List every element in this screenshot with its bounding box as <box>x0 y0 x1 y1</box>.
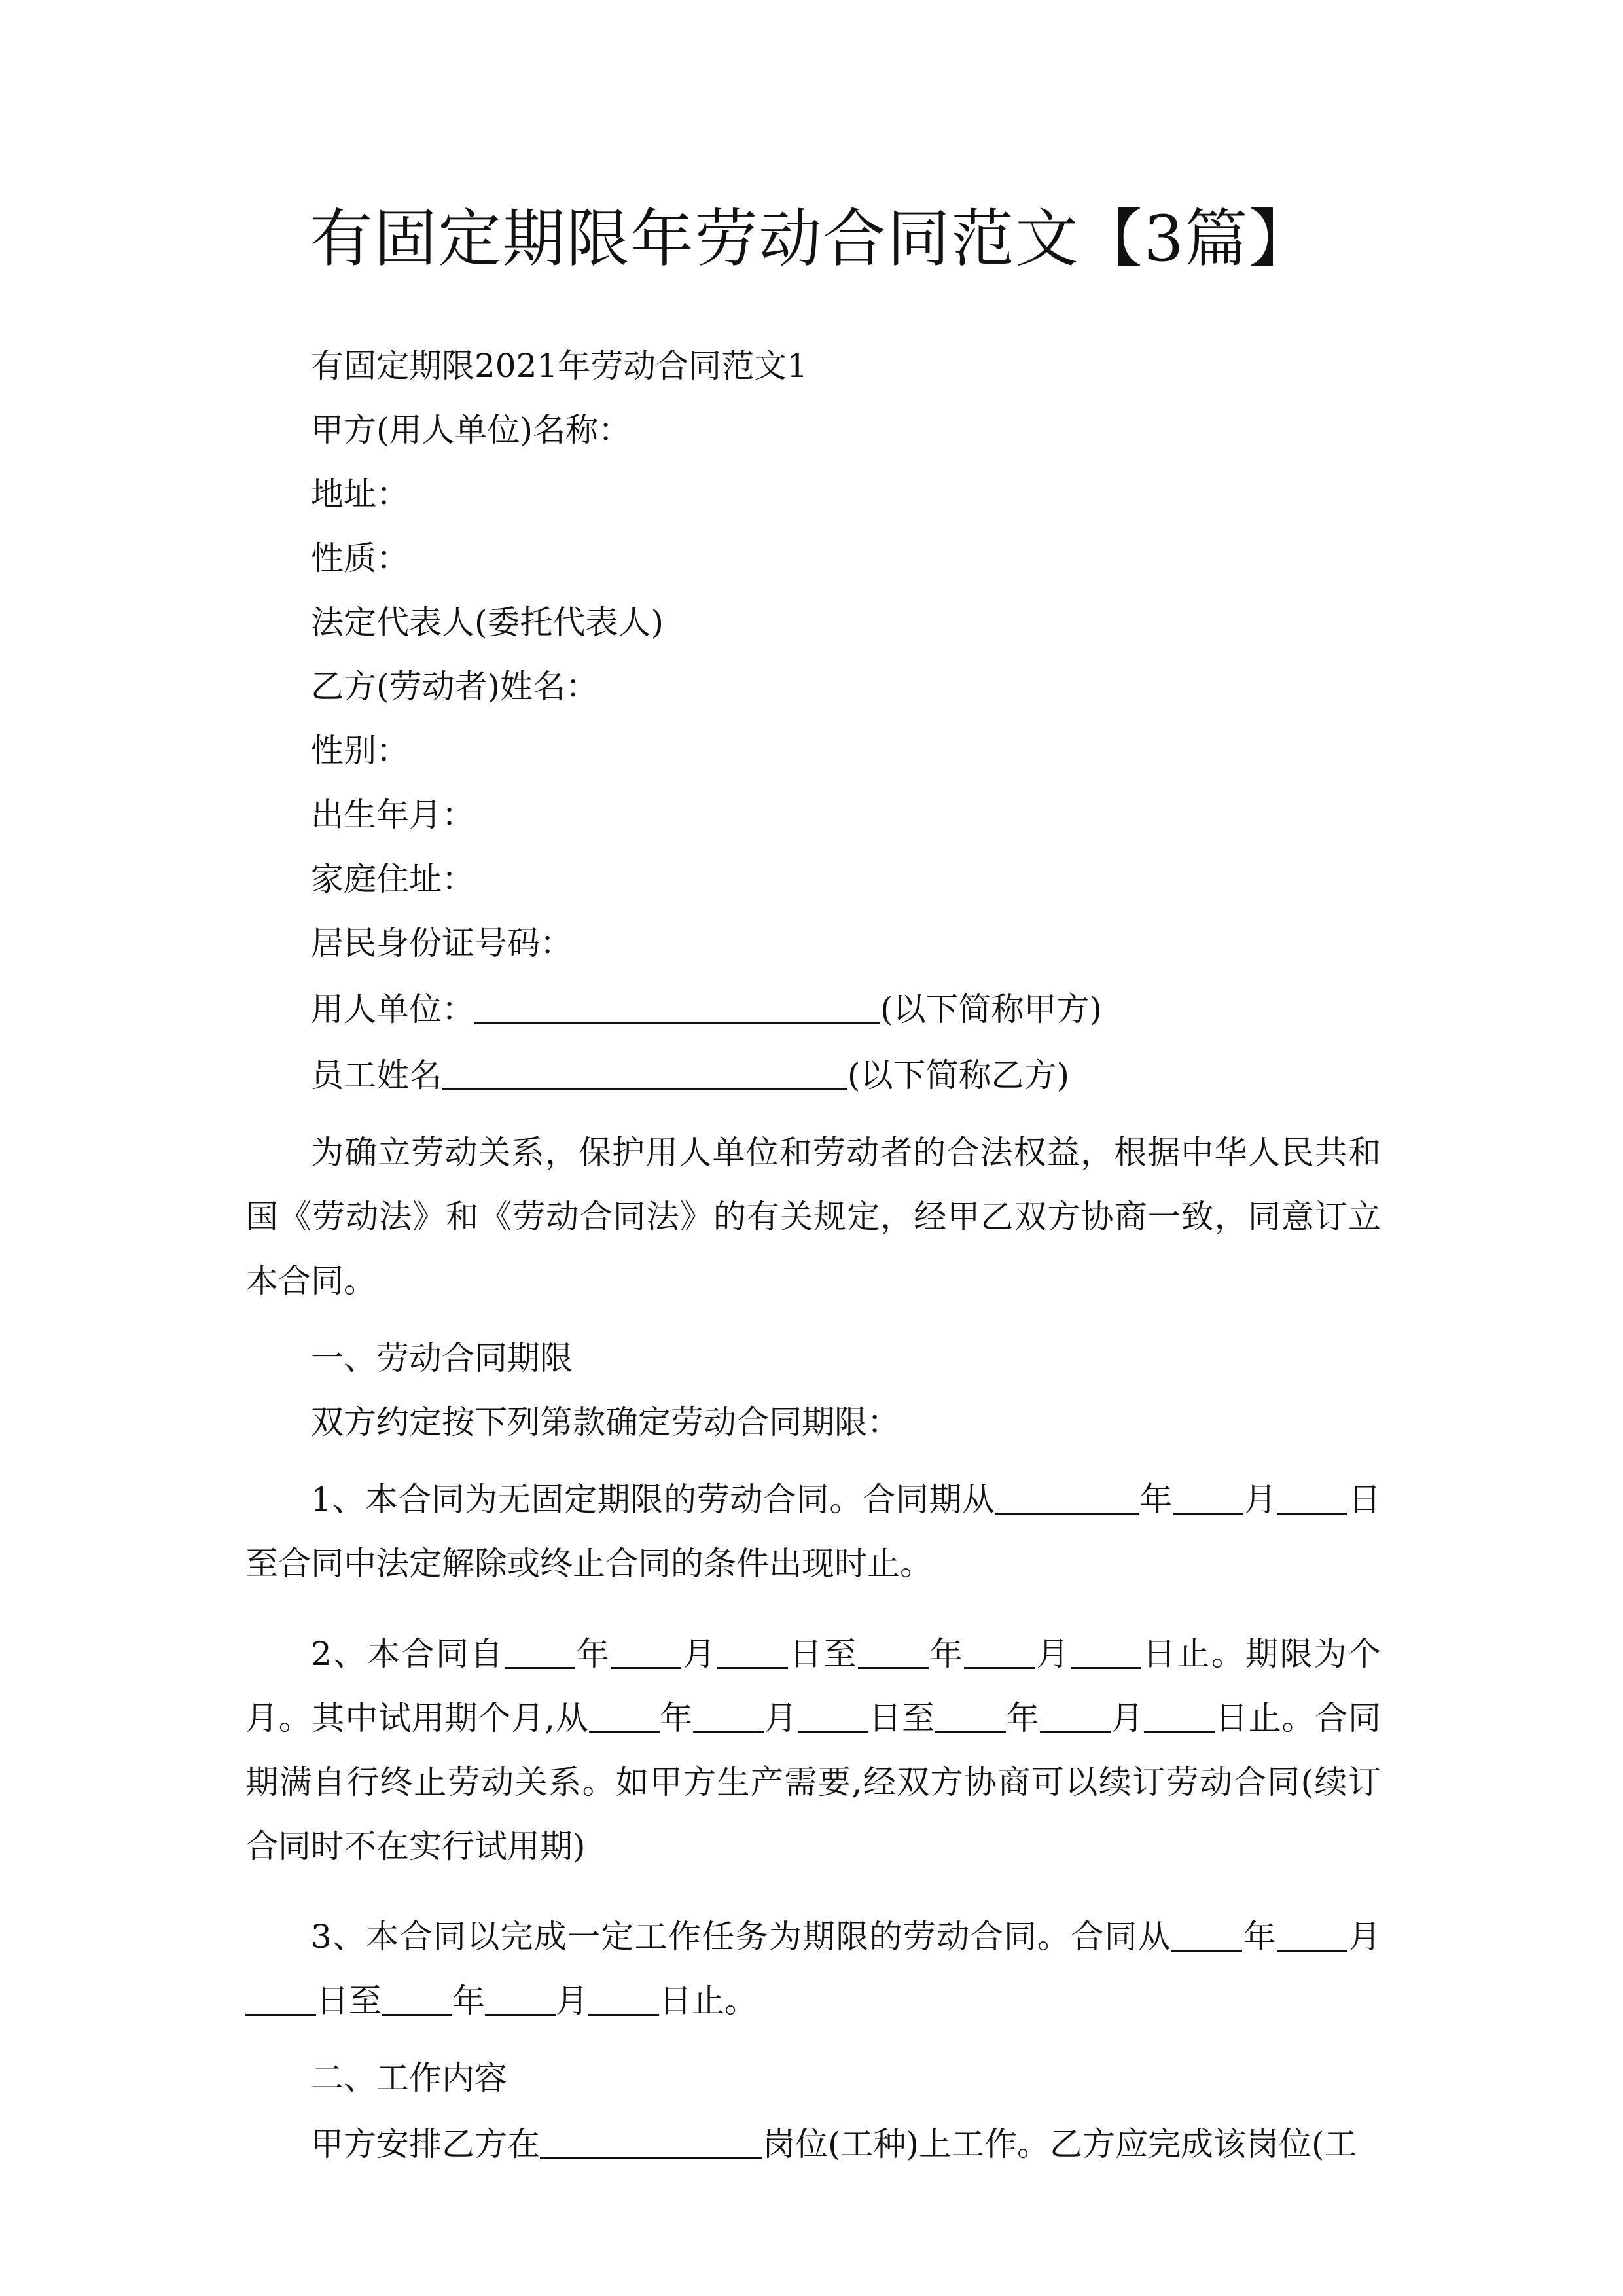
clause2-text-a: 甲方安排乙方在 <box>311 2125 540 2163</box>
employer-line <box>245 988 1381 1028</box>
party-a-nature-label: 性质： <box>311 539 409 577</box>
clause2-text-b: 岗位(工种)上工作。乙方应完成该岗位(工 <box>762 2125 1357 2163</box>
party-a-name-label: 甲方(用人单位)名称： <box>311 411 632 449</box>
item2-to-label: 日至 <box>787 1635 858 1673</box>
clause2-heading: 二、工作内容 <box>311 2059 507 2097</box>
employee-suffix: (以下简称乙方) <box>847 1056 1070 1094</box>
employee-label: 员工姓名 <box>311 1056 442 1094</box>
item3-to-label: 日至 <box>316 1982 382 2020</box>
item1-text-a: 1、本合同为无固定期限的劳动合同。合同期从 <box>311 1480 995 1518</box>
item2-year-label-4: 年 <box>1005 1699 1040 1737</box>
party-a-rep-label: 法定代表人(委托代表人) <box>311 603 664 641</box>
clause1-intro: 双方约定按下列第款确定劳动合同期限： <box>311 1403 900 1441</box>
item3-month-label-2: 月 <box>556 1982 588 2020</box>
item2-end-month-blank[interactable] <box>964 1633 1035 1669</box>
item1-day-blank[interactable] <box>1277 1479 1347 1515</box>
item1-year-label: 年 <box>1139 1480 1173 1518</box>
employee-blank[interactable] <box>442 1054 847 1090</box>
item2-end-label-2: 日止。 <box>1215 1699 1315 1737</box>
party-b-name-label: 乙方(劳动者)姓名： <box>311 668 599 706</box>
party-b-birth-label: 出生年月： <box>311 796 474 834</box>
clause1-item2 <box>245 1622 1381 1878</box>
item1-day-label: 日 <box>1347 1480 1382 1518</box>
clause1-item1 <box>245 1467 1381 1596</box>
item2-trial-end-year-blank[interactable] <box>935 1697 1006 1733</box>
item1-text-b: 至合同中法定解除或终止合同的条件出现时止。 <box>245 1545 933 1583</box>
item2-to-label-2: 日至 <box>868 1699 935 1737</box>
item3-end-month-blank[interactable] <box>485 1980 556 2016</box>
item2-start-month-blank[interactable] <box>611 1633 681 1669</box>
item2-trial-start-year-blank[interactable] <box>589 1697 660 1733</box>
item1-month-blank[interactable] <box>1173 1479 1243 1515</box>
item3-month-label: 月 <box>1347 1918 1382 1956</box>
item2-month-label-2: 月 <box>1035 1635 1071 1673</box>
item2-year-label-3: 年 <box>659 1699 694 1737</box>
item3-year-label-2: 年 <box>452 1982 485 2020</box>
item2-year-label-2: 年 <box>928 1635 965 1673</box>
party-b-id-label: 居民身份证号码： <box>311 924 573 962</box>
document-title: 有固定期限年劳动合同范文【3篇】 <box>310 202 1313 276</box>
item2-month-label: 月 <box>681 1635 717 1673</box>
employer-suffix: (以下简称甲方) <box>880 990 1103 1028</box>
item2-start-year-blank[interactable] <box>505 1633 575 1669</box>
preamble-paragraph: 为确立劳动关系，保护用人单位和劳动者的合法权益，根据中华人民共和国《劳动法》和《劳动合同法》的有关规定，经甲乙双方协商一致，同意订立本合同。 <box>245 1134 1381 1300</box>
party-b-gender-label: 性别： <box>311 732 409 770</box>
item2-text-a: 2、本合同自 <box>311 1635 505 1673</box>
item2-trial-end-day-blank[interactable] <box>1144 1697 1215 1733</box>
employer-label: 用人单位： <box>311 990 474 1028</box>
item3-end-year-blank[interactable] <box>382 1980 452 2016</box>
section-heading: 有固定期限2021年劳动合同范文1 <box>311 347 808 385</box>
clause2-text <box>245 2123 1381 2163</box>
item3-start-day-blank[interactable] <box>245 1980 316 2016</box>
clause1-item3 <box>245 1905 1381 2033</box>
item3-start-month-blank[interactable] <box>1277 1916 1347 1952</box>
clause1-heading: 一、劳动合同期限 <box>311 1339 573 1377</box>
employee-line <box>245 1054 1381 1094</box>
item3-year-label: 年 <box>1242 1918 1277 1956</box>
item2-end-label: 日止。 <box>1141 1635 1246 1673</box>
post-blank[interactable] <box>540 2123 762 2159</box>
item3-end-label: 日止。 <box>659 1982 757 2020</box>
item1-year-blank[interactable] <box>995 1479 1139 1515</box>
employer-blank[interactable] <box>474 988 880 1024</box>
item2-end-year-blank[interactable] <box>858 1633 929 1669</box>
item3-end-day-blank[interactable] <box>588 1980 659 2016</box>
item2-start-day-blank[interactable] <box>717 1633 788 1669</box>
item2-month-label-3: 月 <box>764 1699 798 1737</box>
item2-trial-end-month-blank[interactable] <box>1040 1697 1111 1733</box>
party-b-home-label: 家庭住址： <box>311 860 474 898</box>
item2-trial-start-month-blank[interactable] <box>693 1697 764 1733</box>
item2-year-label: 年 <box>575 1635 611 1673</box>
item2-trial-start-day-blank[interactable] <box>798 1697 868 1733</box>
item1-month-label: 月 <box>1243 1480 1277 1518</box>
item3-text-a: 3、本合同以完成一定工作任务为期限的劳动合同。合同从 <box>311 1918 1172 1956</box>
item2-text-c: 合同期满自行终止劳动关系。如甲方生产需要,经双方协商可以续订劳动合同(续订合同时不在实行试用期) <box>245 1699 1381 1865</box>
item3-start-year-blank[interactable] <box>1171 1916 1242 1952</box>
item2-month-label-4: 月 <box>1110 1699 1145 1737</box>
party-a-address-label: 地址： <box>311 475 409 513</box>
item2-end-day-blank[interactable] <box>1071 1633 1141 1669</box>
item2-text-b: 期限为个月。其中试用期个月,从 <box>245 1635 1382 1737</box>
document-body <box>245 347 1381 2189</box>
